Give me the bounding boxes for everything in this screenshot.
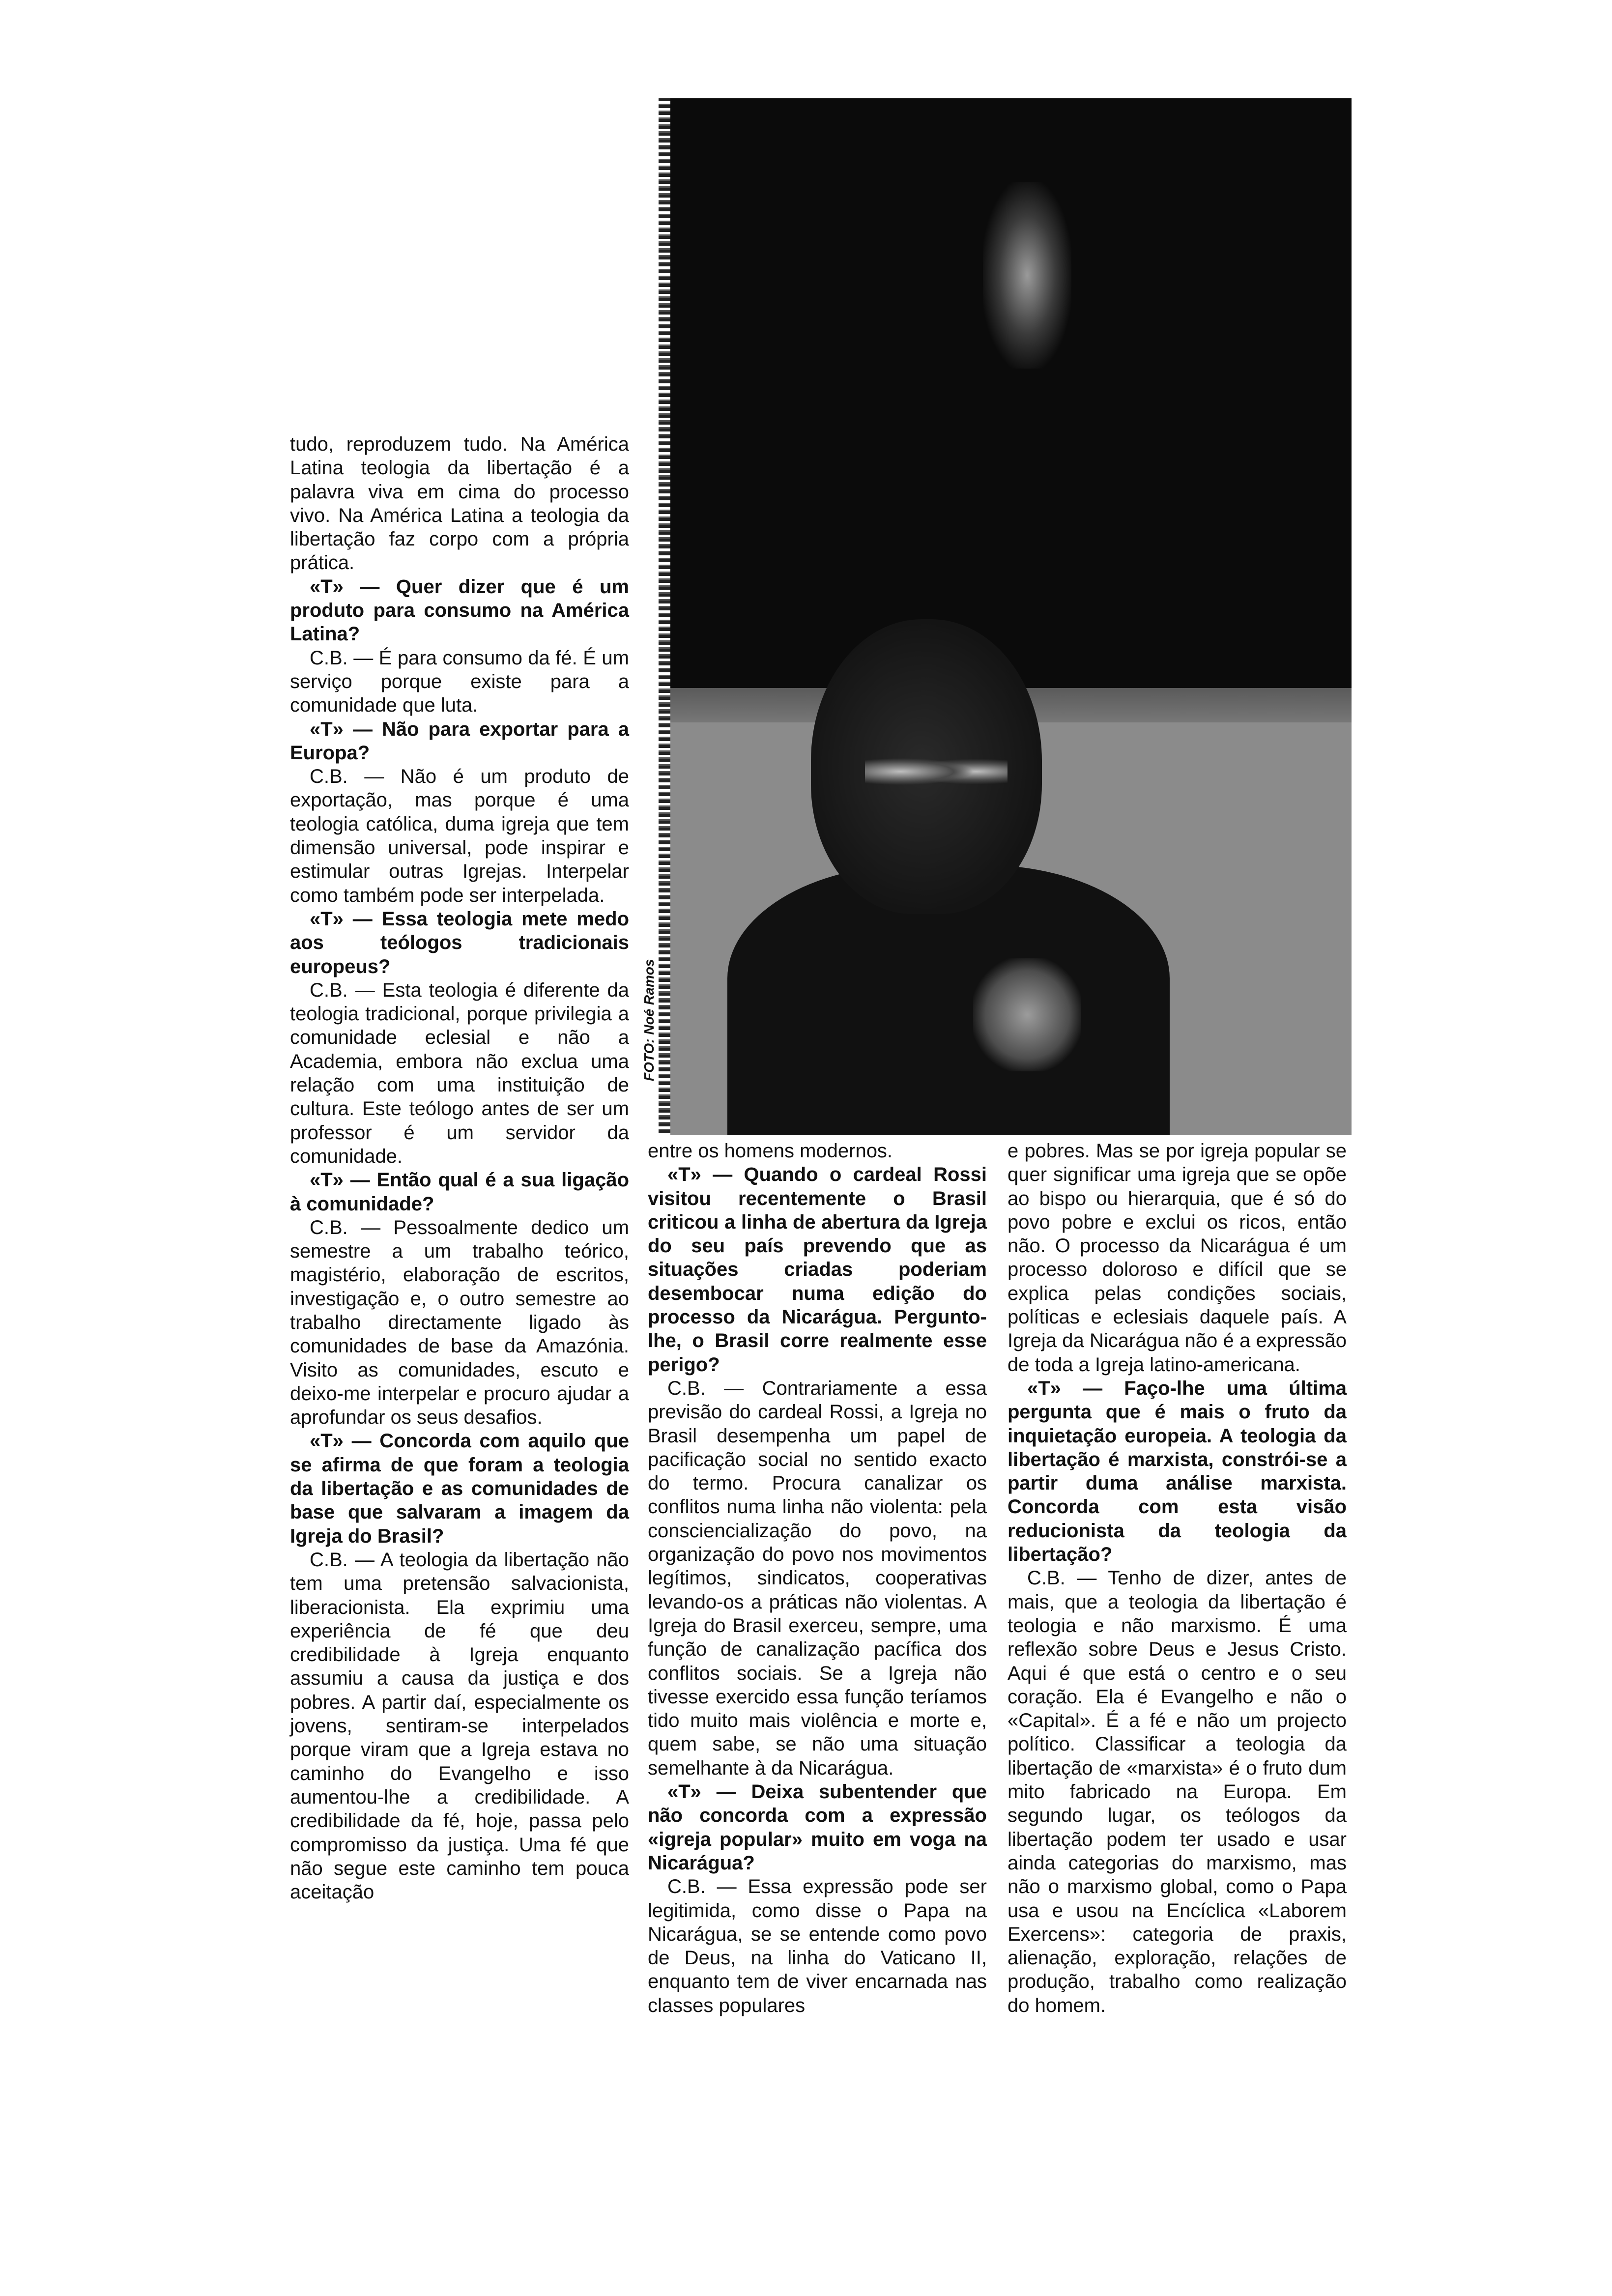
interview-answer: C.B. — Tenho de dizer, antes de mais, que a teologia da libertação é teologia e não marxismo. É uma reflexão sobre Deus e Jesus Cristo. Aqui é que está o centro e o seu coração. Ela é Evangelho e não o «Capital». É a fé e não um projecto político. Classificar a teologia da libertação de «marxista» é o fruto dum mito fabricado na Europa. Em segundo lugar, os teólogos da libertação podem ter usado e usar ainda categorias do marxismo, mas não o marxismo global, como o Papa usa e usou na Encíclica «Laborem Exercens»: categoria de praxis, alienação, exploração, relações de produção, trabalho como realização do homem. (1008, 1567, 1347, 2016)
interview-answer: C.B. — É para consumo da fé. É um serviço porque existe para a comunidade que luta. (290, 647, 629, 717)
continued-paragraph: tudo, reproduzem tudo. Na América Latina teologia da libertação é a palavra viva em cima do processo vivo. Na América Latina a teologia da libertação faz corpo com a própria prática. (290, 433, 629, 574)
interview-question: «T» — Deixa subentender que não concorda com a expressão «igreja popular» muito em voga na Nicarágua? (648, 1781, 987, 1874)
continued-paragraph: entre os homens modernos. (648, 1140, 893, 1162)
text-column-3 (1008, 1139, 1347, 2017)
interview-question: «T» — Então qual é a sua ligação à comunidade? (290, 1169, 629, 1215)
interview-answer: C.B. — Pessoalmente dedico um semestre a um trabalho teórico, magistério, elaboração de escritos, investigação e, o outro semestre ao trabalho directamente ligado às comunidades de base da Amazónia. Visito as comunidades, escuto e deixo-me interpelar e procuro ajudar a aprofundar os seus desafios. (290, 1216, 629, 1429)
interview-question: «T» — Quando o cardeal Rossi visitou recentemente o Brasil criticou a linha de abertura da Igreja do seu país prevendo que as situações criadas poderiam desembocar numa edição do processo da Nicarágua. Pergunto-lhe, o Brasil corre realmente esse perigo? (648, 1164, 987, 1376)
photo-glasses (865, 752, 1008, 791)
interview-question: «T» — Essa teologia mete medo aos teólogos tradicionais europeus? (290, 908, 629, 977)
interview-question: «T» — Quer dizer que é um produto para consumo na América Latina? (290, 575, 629, 645)
photo-credit: FOTO: Noé Ramos (641, 959, 657, 1081)
photo-hand (973, 958, 1081, 1071)
interview-question: «T» — Não para exportar para a Europa? (290, 718, 629, 764)
interview-photo (668, 98, 1352, 1135)
photo-light-spot (983, 182, 1071, 369)
text-column-1 (290, 432, 629, 1904)
interview-answer: C.B. — Essa expressão pode ser legitimida, como disse o Papa na Nicarágua, se se entende como povo de Deus, na linha do Vaticano II, enquanto tem de viver encarnada nas classes populares (648, 1876, 987, 2016)
interview-answer: C.B. — Esta teologia é diferente da teologia tradicional, porque privilegia a comunidade eclesial e não a Academia, embora não exclua uma relação com uma instituição de cultura. Este teólogo antes de ser um professor é um servidor da comunidade. (290, 979, 629, 1167)
interview-question: «T» — Faço-lhe uma última pergunta que é mais o fruto da inquietação europeia. A teologia da libertação é marxista, constrói-se a partir duma análise marxista. Concorda com esta visão reducionista da teologia da libertação? (1008, 1377, 1347, 1566)
interview-answer: C.B. — Não é um produto de exportação, mas porque é uma teologia católica, duma igreja que tem dimensão universal, pode inspirar e estimular outras Igrejas. Interpelar como também pode ser interpelada. (290, 766, 629, 906)
interview-answer: C.B. — A teologia da libertação não tem uma pretensão salvacionista, liberacionista. Ela exprimiu uma experiência de fé que deu credibilidade à Igreja enquanto assumiu a causa da justiça e dos pobres. A partir daí, especialmente os jovens, sentiram-se interpelados porque viram que a Igreja estava no caminho do Evangelho e isso aumentou-lhe a credibilidade. A credibilidade da fé, hoje, passa pelo compromisso da justiça. Uma fé que não segue este caminho tem pouca aceitação (290, 1549, 629, 1903)
text-column-2 (648, 1139, 987, 2017)
interview-question: «T» — Concorda com aquilo que se afirma de que foram a teologia da libertação e as comunidades de base que salvaram a imagem da Igreja do Brasil? (290, 1430, 629, 1547)
interview-answer: C.B. — Contrariamente a essa previsão do cardeal Rossi, a Igreja no Brasil desempenha um papel de pacificação social no sentido exacto do termo. Procura canalizar os conflitos numa linha não violenta: pela consciencialização do povo, na organização do povo nos movimentos legítimos, sindicatos, cooperativas levando-os a práticas não violentas. A Igreja do Brasil exerceu, sempre, uma função de canalização pacífica dos conflitos sociais. Se a Igreja não tivesse exercido essa função teríamos tido muito mais violência e morte e, quem sabe, se não uma situação semelhante à da Nicarágua. (648, 1377, 987, 1779)
continued-paragraph: e pobres. Mas se por igreja popular se quer significar uma igreja que se opõe ao bispo ou hierarquia, que é só do povo pobre e exclui os ricos, então não. O processo da Nicarágua é um processo doloroso e difícil que se explica pelas condições sociais, políticas e eclesiais daquele país. A Igreja da Nicarágua não é a expressão de toda a Igreja latino-americana. (1008, 1140, 1347, 1376)
photo-torn-edge (659, 98, 670, 1135)
